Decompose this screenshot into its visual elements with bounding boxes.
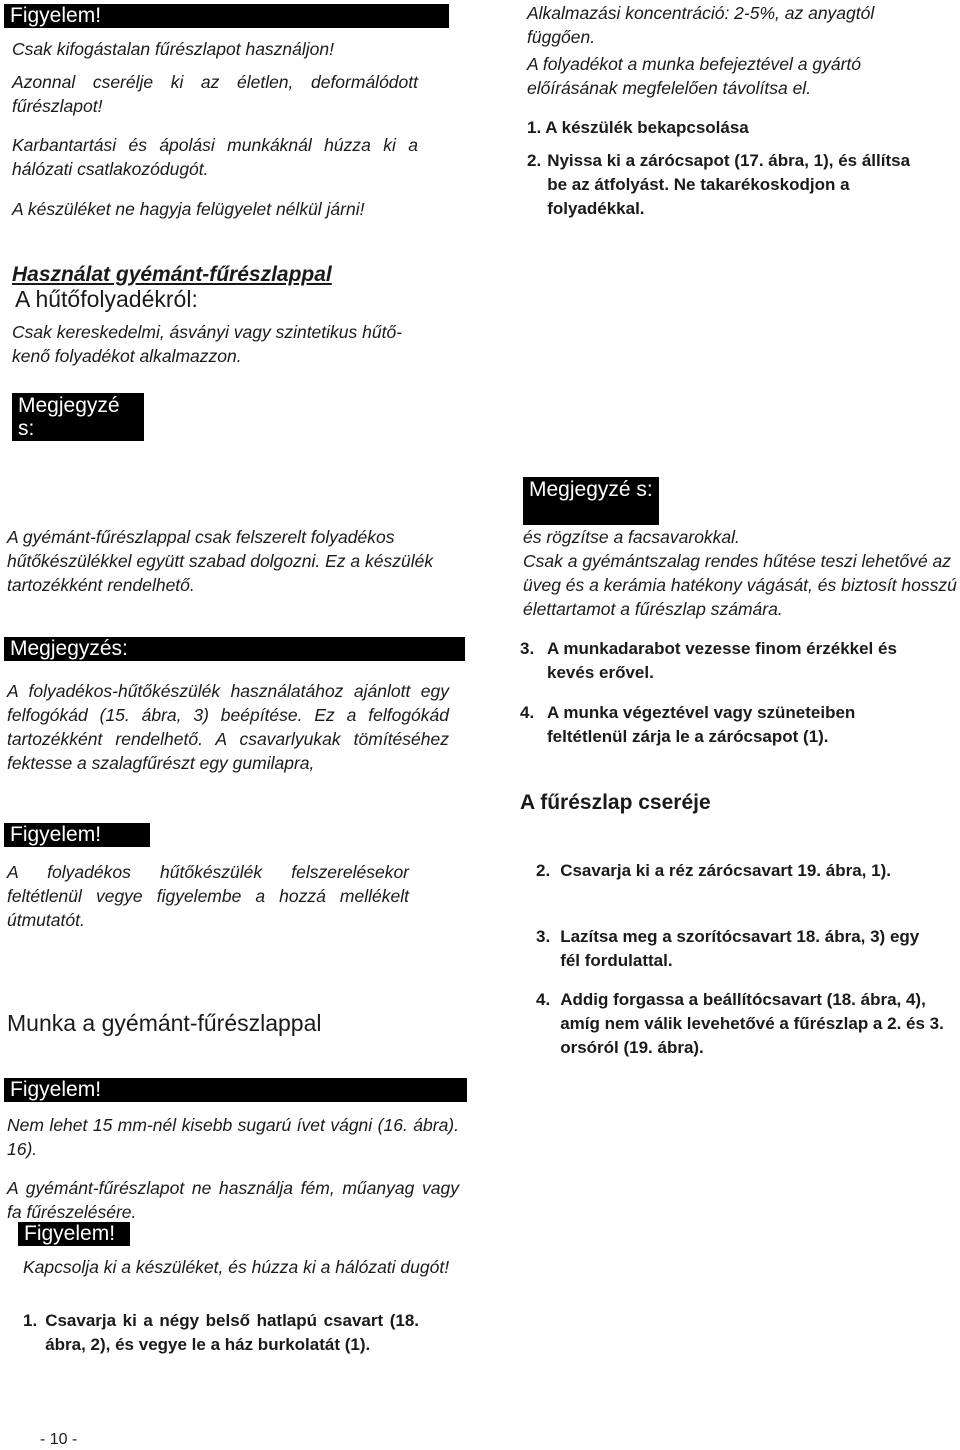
warning-banner-2: Figyelem! <box>4 823 150 847</box>
note-text-cooling: Csak a gyémántszalag rendes hűtése teszi lehetővé az üveg és a kerámia hatékony vágását, és biztosít hosszú élettartamot a fűrészlap számára. <box>523 551 957 619</box>
step-number: 3. <box>520 639 535 658</box>
warning-text-blade: Csak kifogástalan fűrészlapot használjon! <box>12 39 334 59</box>
warning-text-materials: A gyémánt-fűrészlapot ne használja fém, műanyag vagy fa fűrészelésére. <box>7 1178 459 1222</box>
step-number: 4. <box>536 990 551 1009</box>
step-3-guide-workpiece <box>520 637 940 685</box>
warning-text-radius: Nem lehet 15 mm-nél kisebb sugarú ívet vágni (16. ábra). 16). <box>7 1115 459 1159</box>
step-3-loosen <box>536 925 936 973</box>
step-text: Nyissa ki a zárócsapot (17. ábra, 1), és állítsa be az átfolyást. Ne takarékoskodjon a folyadékkal. <box>547 151 911 218</box>
section-heading-blade-change: A fűrészlap cseréje <box>520 791 711 814</box>
step-1-remove-cover <box>23 1309 419 1357</box>
warning-text-maintenance: Karbantartási és ápolási munkáknál húzza ki a hálózati csatlakozódugót. <box>12 135 418 179</box>
step-number: 1. <box>23 1311 38 1330</box>
warning-text-unattended: A készüléket ne hagyja felügyelet nélkül járni! <box>12 199 365 219</box>
step-text: Csavarja ki a négy belső hatlapú csavart (18. ábra, 2), és vegye le a ház burkolatát (1). <box>45 1311 419 1354</box>
section-heading-work: Munka a gyémánt-fűrészlappal <box>7 1010 322 1036</box>
step-1-switch-on: 1. A készülék bekapcsolása <box>527 118 749 137</box>
section-title-diamond: Használat gyémánt-fűrészlappal <box>12 263 332 286</box>
step-text: Csavarja ki a réz zárócsavart 19. ábra, 1). <box>560 861 891 880</box>
step-number: 3. <box>536 927 551 946</box>
page-number: - 10 - <box>40 1431 78 1448</box>
note-text-tray: A folyadékos-hűtőkészülék használatához ajánlott egy felfogókád (15. ábra, 3) beépítése. Ez a felfogókád tartozékként rendelhető. A csavarlyukak tömítéséhez fektesse a szalagfűrészt egy gumilapra, <box>7 681 449 773</box>
note-text-screws: és rögzítse a facsavarokkal. <box>523 527 740 547</box>
warning-text-replace: Azonnal cserélje ki az életlen, deformálódott fűrészlapot! <box>12 72 418 116</box>
step-text: A munka végeztével vagy szüneteiben feltétlenül zárja le a zárócsapot (1). <box>547 703 856 746</box>
warning-text-unplug: Kapcsolja ki a készüléket, és húzza ki a hálózati dugót! <box>23 1257 450 1277</box>
note-text-coolant-device: A gyémánt-fűrészlappal csak felszerelt folyadékos hűtőkészülékkel együtt szabad dolgozni. Ez a készülék tartozékként rendelhető. <box>7 527 434 595</box>
step-number: 2. <box>536 861 551 880</box>
step-2-unscrew <box>536 859 932 883</box>
note-banner-2: Megjegyzés: <box>4 637 465 661</box>
step-number: 4. <box>520 703 535 722</box>
step-text: A munkadarabot vezesse finom érzékkel és kevés erővel. <box>547 639 897 682</box>
step-number: 2. <box>527 151 542 170</box>
note-banner-3: Megjegyzé s: <box>523 477 659 525</box>
step-text: Addig forgassa a beállítócsavart (18. ábra, 4), amíg nem válik levehetővé a fűrészlap a 2. és 3. orsóról (19. ábra). <box>560 990 944 1057</box>
step-2-open-valve <box>527 149 927 221</box>
warning-banner: Figyelem! <box>4 4 449 28</box>
note-banner-1: Megjegyzé s: <box>12 393 144 441</box>
warning-text-instructions: A folyadékos hűtőkészülék felszerelésekor feltétlenül vegye figyelembe a hozzá mellékelt útmutatót. <box>7 862 409 930</box>
warning-banner-4: Figyelem! <box>18 1222 130 1246</box>
coolant-text: Csak kereskedelmi, ásványi vagy szintetikus hűtő-kenő folyadékot alkalmazzon. <box>12 322 403 366</box>
step-4-close-valve <box>520 701 920 749</box>
step-4-rotate <box>536 988 946 1060</box>
step-text: Lazítsa meg a szorítócsavart 18. ábra, 3) egy fél fordulattal. <box>560 927 920 970</box>
disposal-text: A folyadékot a munka befejeztével a gyártó előírásának megfelelően távolítsa el. <box>527 54 861 98</box>
concentration-text: Alkalmazási koncentráció: 2-5%, az anyagtól függően. <box>527 3 875 47</box>
warning-banner-3: Figyelem! <box>4 1078 467 1102</box>
subtitle-coolant: A hűtőfolyadékról: <box>15 286 198 312</box>
